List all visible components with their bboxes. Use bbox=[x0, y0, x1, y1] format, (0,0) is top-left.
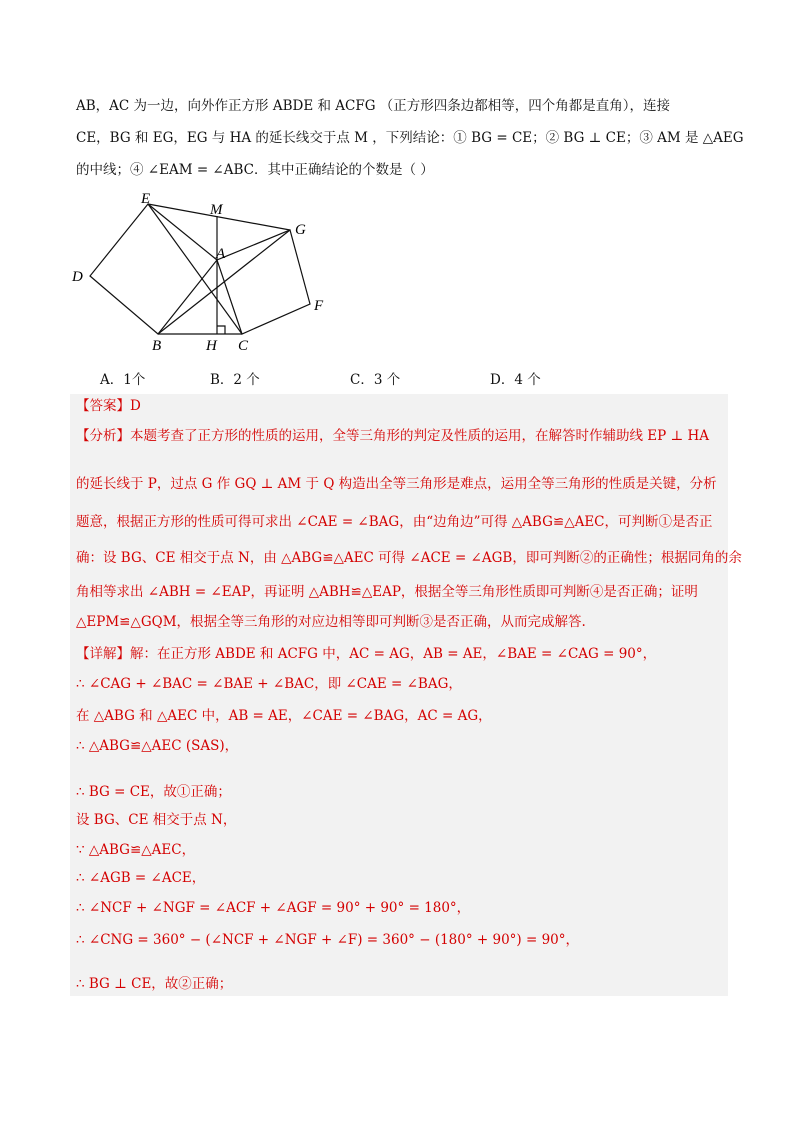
analysis-line-3: 题意，根据正方形的性质可得可求出 ∠CAE = ∠BAG，由“边角边”可得 △ABG≌△AEC，可判断①是否正 bbox=[76, 514, 713, 530]
answer-line: 【答案】D bbox=[76, 398, 141, 414]
square-abde bbox=[90, 204, 217, 334]
detail-line-9: ∴ ∠NCF + ∠NGF = ∠ACF + ∠AGF = 90° + 90° = 180°， bbox=[76, 900, 471, 916]
analysis-line-6: △EPM≌△GQM，根据全等三角形的对应边相等即可判断③是否正确，从而完成解答. bbox=[76, 614, 586, 630]
label-c: C bbox=[238, 338, 249, 354]
analysis-line-1: 【分析】本题考查了正方形的性质的运用，全等三角形的判定及性质的运用，在解答时作辅助线 EP ⊥ HA bbox=[76, 428, 710, 444]
geometry-figure bbox=[60, 188, 350, 358]
question-line-1: AB，AC 为一边，向外作正方形 ABDE 和 ACFG （正方形四条边都相等，四个角都是直角），连接 bbox=[76, 98, 671, 114]
choice-c: C．3 个 bbox=[350, 372, 401, 388]
detail-line-11: ∴ BG ⊥ CE，故②正确； bbox=[76, 976, 233, 992]
question-line-3: 的中线；④ ∠EAM = ∠ABC．其中正确结论的个数是（ ） bbox=[76, 162, 434, 178]
detail-line-1: 【详解】解：在正方形 ABDE 和 ACFG 中，AC = AG，AB = AE，∠BAE = ∠CAG = 90°， bbox=[76, 646, 657, 662]
choice-b: B．2 个 bbox=[210, 372, 260, 388]
label-h: H bbox=[206, 338, 217, 354]
label-m: M bbox=[210, 202, 223, 218]
detail-line-4: ∴ △ABG≌△AEC (SAS)， bbox=[76, 738, 239, 754]
label-a: A bbox=[216, 246, 226, 262]
label-g: G bbox=[295, 222, 306, 238]
detail-line-8: ∴ ∠AGB = ∠ACE， bbox=[76, 870, 206, 886]
analysis-line-5: 角相等求出 ∠ABH = ∠EAP，再证明 △ABH≌△EAP，根据全等三角形性质即可判断④是否正确；证明 bbox=[76, 584, 698, 600]
label-b: B bbox=[152, 338, 162, 354]
label-f: F bbox=[314, 298, 324, 314]
detail-line-2: ∴ ∠CAG + ∠BAC = ∠BAE + ∠BAC，即 ∠CAE = ∠BAG， bbox=[76, 676, 462, 692]
label-d: D bbox=[72, 269, 83, 285]
solution-panel bbox=[70, 394, 742, 996]
analysis-line-4: 确：设 BG、CE 相交于点 N，由 △ABG≌△AEC 可得 ∠ACE = ∠AGB，即可判断②的正确性；根据同角的余 bbox=[76, 550, 742, 566]
analysis-line-2: 的延长线于 P，过点 G 作 GQ ⊥ AM 于 Q 构造出全等三角形是难点，运用全等三角形的性质是关键，分析 bbox=[76, 476, 717, 492]
detail-line-7: ∵ △ABG≌△AEC， bbox=[76, 842, 196, 858]
question-line-2: CE，BG 和 EG，EG 与 HA 的延长线交于点 M ，下列结论：① BG = CE；② BG ⊥ CE；③ AM 是 △AEG bbox=[76, 130, 744, 146]
detail-line-3: 在 △ABG 和 △AEC 中，AB = AE，∠CAE = ∠BAG，AC = AG， bbox=[76, 708, 492, 724]
label-e: E bbox=[141, 191, 151, 207]
choice-d: D．4 个 bbox=[490, 372, 541, 388]
detail-line-5: ∴ BG = CE，故①正确； bbox=[76, 784, 231, 800]
right-angle-mark bbox=[217, 326, 225, 334]
segment-ce bbox=[148, 204, 242, 334]
choice-a: A．1个 bbox=[100, 372, 146, 388]
detail-line-10: ∴ ∠CNG = 360° − (∠NCF + ∠NGF + ∠F) = 360° − (180° + 90°) = 90°， bbox=[76, 932, 580, 948]
detail-line-6: 设 BG、CE 相交于点 N， bbox=[76, 812, 237, 828]
